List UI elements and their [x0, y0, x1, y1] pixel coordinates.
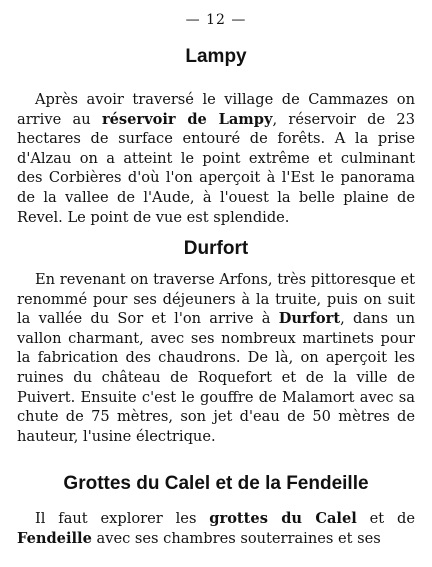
section-title-grottes: Grottes du Calel et de la Fendeille — [63, 473, 369, 494]
body-text: Après avoir traversé le village de Cammazes on arrive au — [17, 91, 415, 128]
body-text: Il faut explorer les — [35, 510, 210, 527]
section-body-grottes — [17, 509, 415, 567]
section-body-durfort — [17, 270, 415, 446]
body-text: , réservoir de 23 hectares de surface entouré de forêts. A la prise d'Alzau on a atteint le point extrême et culminant des Corbières d'où l'on aperçoit à l'Est le panorama de la vallee de l'Aude, à l'ouest la belle plaine de Revel. Le point de vue est splendide. — [17, 110, 415, 226]
body-text: et de — [356, 510, 415, 527]
bold-term: Durfort — [278, 310, 341, 328]
section-title-lampy: Lampy — [185, 46, 247, 67]
section-title-durfort: Durfort — [183, 238, 249, 259]
bold-term: Fendeille — [17, 529, 92, 547]
body-text: En revenant on traverse Arfons, très pittoresque et renommé pour ses déjeuners à la truite, puis on suit la vallée du Sor et l'on arrive à — [17, 271, 415, 328]
page-number: — 12 — — [185, 12, 247, 28]
bold-term: grottes du Calel — [209, 510, 357, 527]
bold-term: réservoir de Lampy — [101, 110, 273, 128]
section-body-lampy — [17, 90, 415, 227]
body-text: , dans un vallon charmant, avec ses nombreux martinets pour la fabrication des chaudrons. De là, on aperçoit les ruines du château de Roquefort et de la ville de Puivert. Ensuite c'est le gouffre de Malamort avec sa chute de 75 mètres, son jet d'eau de 50 mètres de hauteur, l'usine électrique. — [17, 310, 415, 445]
body-text: avec ses chambres souterraines et ses — [91, 529, 381, 547]
